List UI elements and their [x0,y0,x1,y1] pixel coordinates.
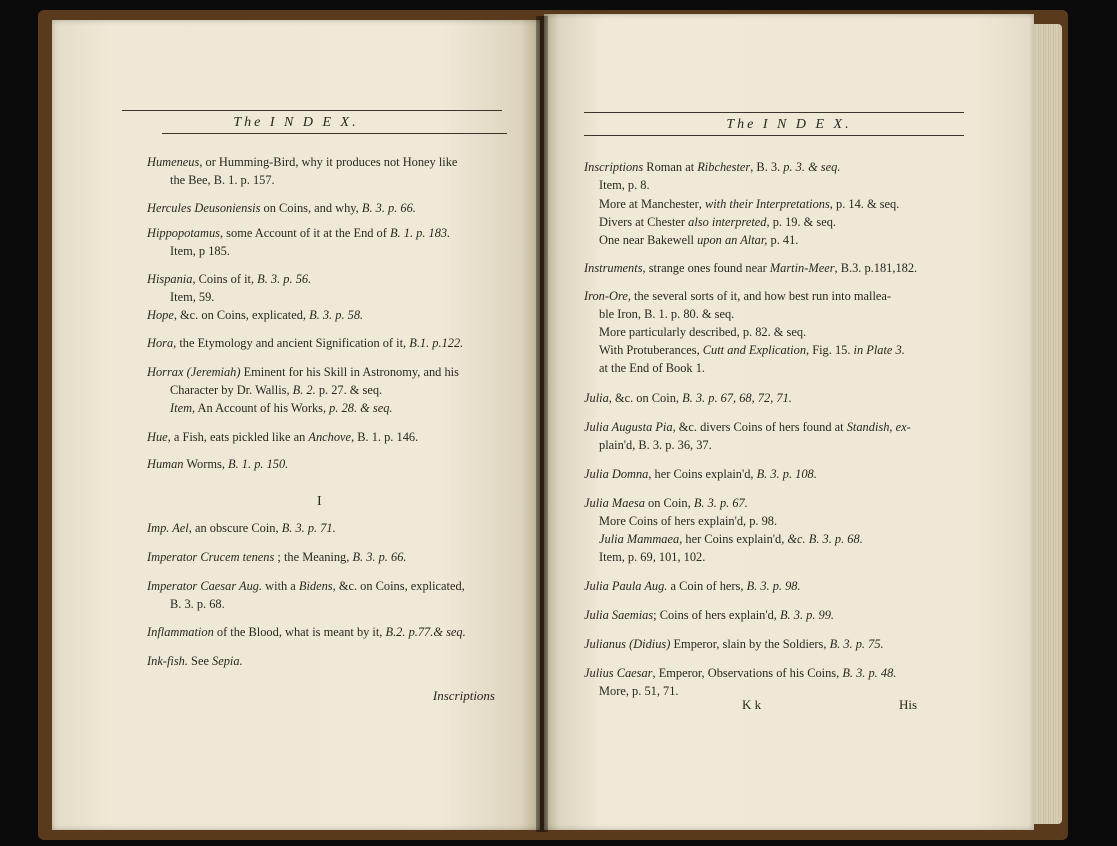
right-index-line [599,308,734,320]
right-index-text: Iron-Ore [584,289,628,303]
right-index-line [584,580,801,592]
right-index-text: Inscriptions [584,160,644,174]
left-index-line [147,522,336,534]
right-index-text: at the End of [599,361,666,375]
left-index-text: B. 1. p. 157. [213,173,275,187]
left-index-text: Inflammation [147,625,214,639]
left-index-text: with a [262,579,299,593]
right-index-text: Roman at [643,160,698,174]
right-index-text: B. 3. p. 67. [693,496,748,510]
right-index-line [599,179,650,191]
right-index-line [599,234,798,246]
right-index-text: B. 3. p. 48. [842,666,897,680]
left-index-text: on Coins, and why, [260,201,362,215]
right-index-text: Item, [599,550,628,564]
right-index-text: Protuberances [626,343,697,357]
left-index-line [170,291,214,303]
right-page [544,14,1034,830]
left-index-text: , B. 1. p. 146. [351,430,419,444]
left-index-text: B.2. p.77.& seq. [385,625,466,639]
right-index-text: Fig. 15. [812,343,851,357]
right-index-text: One near [599,233,648,247]
left-page [52,20,540,830]
left-index-line [147,309,363,321]
right-index-text: B. 3. p. 75. [829,637,884,651]
right-index-text: p. 14. & seq. [836,197,900,211]
right-index-text: in Plate 3. [850,343,905,357]
right-index-text: Julia Saemias [584,608,654,622]
left-index-line [147,551,407,563]
right-index-text: B. 3. p. 36, 37. [638,438,712,452]
right-index-text: , &c. divers Coins of hers found at [672,420,847,434]
right-index-text: , with their Interpretations, [698,197,836,211]
left-index-text: of the Blood, what is meant by it, [213,625,386,639]
right-index-text: p. 51, 71. [632,684,679,698]
left-index-text: Wallis [255,383,287,397]
right-index-text: Divers at [599,215,648,229]
left-index-text: the Bee, [170,173,214,187]
left-index-text: Imperator Crucem tenens [147,550,275,564]
right-index-text: p. 69, 101, 102. [627,550,706,564]
right-index-line [584,290,891,302]
left-index-text: Imp. Ael [147,521,189,535]
right-index-text: p. 3. & seq. [783,160,841,174]
left-index-line [147,227,450,239]
right-index-text: With [599,343,627,357]
right-index-text: Chester [647,215,686,229]
right-index-line [599,551,705,563]
right-index-line [584,262,917,274]
left-index-line [147,337,463,349]
right-running-head: The I N D E X. [726,117,852,132]
left-index-text: Worms, [183,457,229,471]
right-index-line [584,161,840,173]
right-index-text: Item, [599,178,628,192]
right-index-text: , &c. on Coin, [608,391,683,405]
right-index-text: B. 3. p. 99. [779,608,835,622]
right-index-line [599,344,905,356]
right-index-text: B. 3. p. 108. [756,467,817,481]
right-catchword: His [899,697,918,712]
right-index-text: , the several sorts of it, and how best run into mallea- [627,289,892,303]
left-index-line [147,366,459,378]
left-index-text: Hope [147,308,174,322]
left-index-line [170,402,393,414]
right-index-text: B. 1. p. 80. & seq. [644,307,735,321]
left-index-text: , the Etymology and ancient Signification of it, [173,336,410,350]
right-index-line [584,392,792,404]
right-index-text: Julia Mammaea [599,532,680,546]
right-index-text: , her Coins explain'd, [679,532,788,546]
right-index-text: , Cutt and Explication, [696,343,813,357]
right-head-rule-top [584,112,964,113]
right-index-text: Standish, ex- [846,420,911,434]
left-index-text: See [187,654,213,668]
right-index-text: B. 3. p. 67, 68, 72, 71. [682,391,792,405]
right-index-text: , Emperor, Observations of his Coins, [652,666,843,680]
left-index-text: B. 3. p. 66. [361,201,416,215]
left-index-text: , a Fish, eats pickled like an [167,430,309,444]
left-index-text: I [317,494,322,509]
right-index-line [584,421,911,433]
right-index-line [599,439,712,451]
right-index-text: Emperor, slain by the Soldiers, [670,637,830,651]
right-index-line [584,667,896,679]
left-index-text: Hippopotamus [147,226,220,240]
left-index-text: Imperator Caesar Aug. [147,579,263,593]
left-head-rule-top [122,110,502,111]
left-index-text: Sepia. [212,654,243,668]
right-index-text: plain'd, [599,438,639,452]
right-index-text: More particularly described, [599,325,743,339]
left-index-text: , An Account of his Works, [192,401,330,415]
right-index-text: Manchester [640,197,699,211]
left-index-text: Hercules Deusoniensis [147,201,261,215]
left-catchword: Inscriptions [432,688,495,703]
right-index-line [599,533,863,545]
right-index-text: p. 82. & seq. [742,325,807,339]
left-running-head: The I N D E X. [233,115,359,130]
right-index-text: p. 41. [770,233,799,247]
left-index-text: p. 28. & seq. [329,401,393,415]
left-head-rule-bottom [162,133,507,134]
left-index-text: B. 3. p. 71. [281,521,336,535]
left-index-text: , Coins of it, [192,272,258,286]
right-index-text: , strange ones found near [642,261,770,275]
right-index-text: ble Iron, [599,307,645,321]
right-index-line [599,216,836,228]
right-index-line [599,685,679,697]
right-index-text: Julianus (Didius) [584,637,671,651]
left-index-line [170,174,275,186]
page-signature: K k [742,697,762,712]
right-index-text: Ribchester [697,160,751,174]
left-index-text: Item [170,401,193,415]
right-index-text: also interpreted, [685,215,773,229]
right-index-text: , B.3. p.181,182. [834,261,918,275]
right-index-text: More Coins of hers explain'd, [599,514,750,528]
left-index-text: , or Humming-Bird, why it produces not Honey like [199,155,458,169]
right-index-text: , her Coins explain'd, [648,467,757,481]
right-index-text: &c. B. 3. p. 68. [787,532,863,546]
right-index-text: Julia Maesa [584,496,645,510]
left-index-text: B. 1. p. 183. [389,226,451,240]
left-index-text: Bidens [298,579,333,593]
left-index-text: Item, [170,244,199,258]
left-index-text: p 185. [198,244,230,258]
left-index-text: , B. 2. [286,383,319,397]
page-edges [1034,24,1062,824]
right-index-text: ; Coins of hers explain'd, [653,608,780,622]
left-index-line [147,156,457,168]
left-index-text: Eminent for his Skill in Astronomy, and his [240,365,459,379]
left-index-line [147,655,243,667]
right-index-text: Bakewell [647,233,694,247]
right-index-line [599,515,777,527]
left-index-text: Ink-fish. [147,654,188,668]
right-index-text: Julia Augusta Pia [584,420,673,434]
left-index-text: , an obscure Coin, [188,521,282,535]
left-index-text: , &c. on Coins, explicated, [332,579,465,593]
right-index-line [584,638,884,650]
right-index-text: Martin-Meer [769,261,835,275]
left-index-text: ; the Meaning, [274,550,353,564]
left-index-text: B. 3. p. 68. [170,597,225,611]
left-index-text: Humeneus [147,155,200,169]
left-index-text: B.1. p.122. [409,336,464,350]
right-index-text: B. 3. p. 98. [746,579,801,593]
right-index-text: Instruments [584,261,643,275]
right-index-text: upon an Altar, [693,233,771,247]
left-index-text: Hue [147,430,168,444]
right-index-text: a Coin of hers, [667,579,747,593]
left-index-text: Hora [147,336,174,350]
left-index-text: Hispania [147,272,193,286]
left-index-line [170,598,225,610]
book-gutter [536,16,548,832]
left-index-text: B. 3. p. 56. [257,272,312,286]
left-index-text: B. 3. p. 66. [352,550,407,564]
right-index-line [584,468,817,480]
left-index-text: Horrax (Jeremiah) [147,365,241,379]
left-index-line [147,458,288,470]
right-index-text: , B. 3. [750,160,784,174]
left-index-text: , &c. on Coins, explicated, [173,308,310,322]
left-index-line [147,626,466,638]
right-index-text: on Coin, [644,496,694,510]
right-index-text: More, [599,684,633,698]
right-index-text: p. 98. [749,514,778,528]
right-index-text: Julia [584,391,609,405]
left-index-text: Item, 59. [170,290,215,304]
left-index-text: , some Account of it at the End of [219,226,390,240]
right-index-text: Book 1. [665,361,706,375]
right-index-text: p. 19. & seq. [772,215,837,229]
left-index-text: p. 27. & seq. [318,383,383,397]
right-index-line [599,362,705,374]
left-index-text: Character by Dr. [170,383,256,397]
left-index-line [147,273,311,285]
left-index-line [317,495,322,509]
left-index-text: Anchove [308,430,352,444]
left-index-text: Human [147,457,184,471]
right-index-line [599,198,899,210]
left-index-line [147,580,465,592]
right-index-text: Julia Paula Aug. [584,579,668,593]
right-index-text: p. 8. [627,178,650,192]
right-head-rule-bottom [584,135,964,136]
left-index-line [147,202,416,214]
right-index-text: More at [599,197,641,211]
left-index-text: B. 3. p. 58. [309,308,364,322]
right-index-line [584,609,834,621]
right-index-text: Julia Domna [584,467,649,481]
left-index-text: B. 1. p. 150. [228,457,289,471]
left-index-line [170,245,230,257]
right-index-line [584,497,748,509]
left-index-line [170,384,382,396]
left-index-line [147,431,418,443]
right-index-text: Julius Caesar [584,666,653,680]
right-index-line [599,326,806,338]
